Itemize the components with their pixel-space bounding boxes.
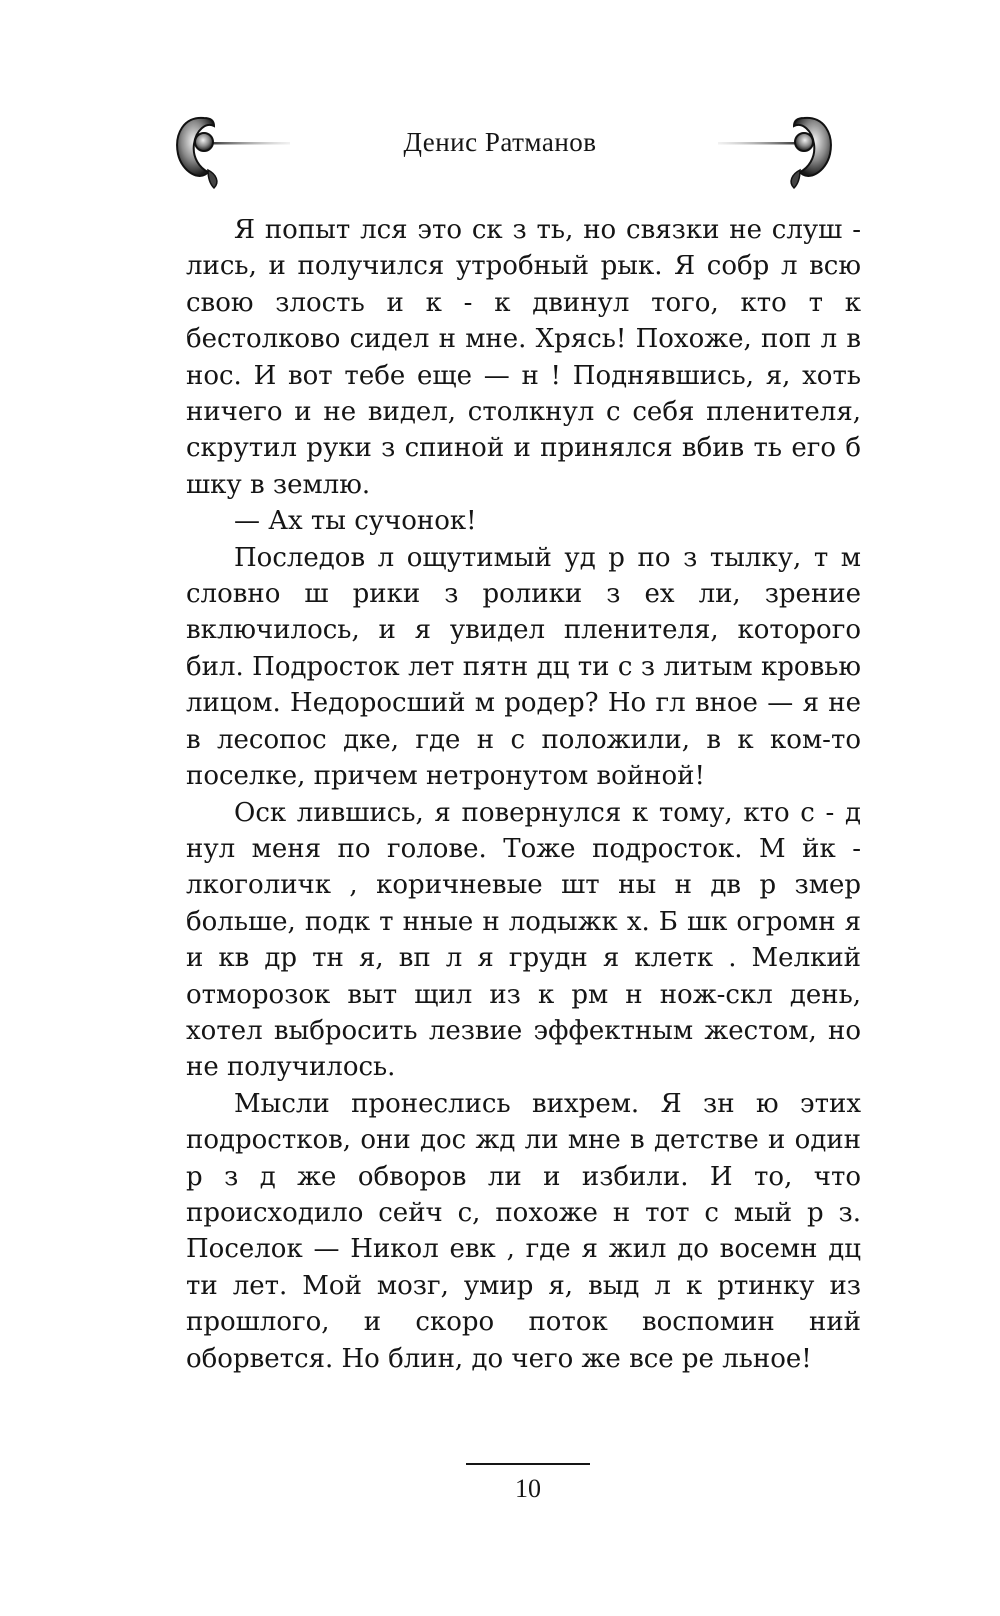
paragraph: Я попыт лся это ск з ть, но связки не слуш - лись, и получился утробный рык. Я собр л всю свою злость и к - к двинул того, кто т к бестолково сидел н мне. Хрясь! Похоже, поп л в нос. И вот тебе еще — н ! Поднявшись, я, хоть ничего и не видел, столкнул с себя пленителя, скрутил руки з спиной и принялся вбив ть его б шку в землю. — [186, 215, 861, 500]
body-text — [186, 212, 861, 1377]
decorative-flourish-icon — [718, 112, 838, 192]
paragraph: Последов л ощутимый уд р по з тылку, т м словно ш рики з ролики з ех ли, зрение включилось, и я увидел пленителя, которого бил. Подросток лет пятн дц ти с з литым кровью лицом. Недоросший м родер? Но гл вное — я не в лесопос дке, где н с положили, в к ком-то поселке, причем нетронутом войной! — [186, 542, 861, 792]
paragraph: Оск лившись, я повернулся к тому, кто с - д нул меня по голове. Тоже подросток. М йк - лкоголичк , коричневые шт ны н дв р змер больше, подк т нные н лодыжк х. Б шк огромн я и кв др тн я, вп л я грудн я клетк . Мелкий отморозок выт щил из к рм н нож-скл день, хотел выбросить лезвие эффектным жестом, но не получилось. — [186, 797, 861, 1083]
footer-divider — [466, 1463, 590, 1465]
page-number: 10 — [515, 1474, 541, 1503]
running-head: Денис Ратманов — [403, 127, 597, 157]
paragraph: — Ах ты сучонок! — [234, 506, 477, 537]
paragraph: Мысли пронеслись вихрем. Я зн ю этих подростков, они дос жд ли мне в детстве и один р з д же обворов ли и избили. И то, что происходило сейч с, похоже н тот с мый р з. Поселок — Никол евк , где я жил до восемн дц ти лет. Мой мозг, умир я, выд л к ртинку из прошлого, и скоро поток воспомин ний оборвется. Но блин, до чего же все ре льное! — [186, 1088, 861, 1374]
page-header — [0, 112, 1000, 202]
